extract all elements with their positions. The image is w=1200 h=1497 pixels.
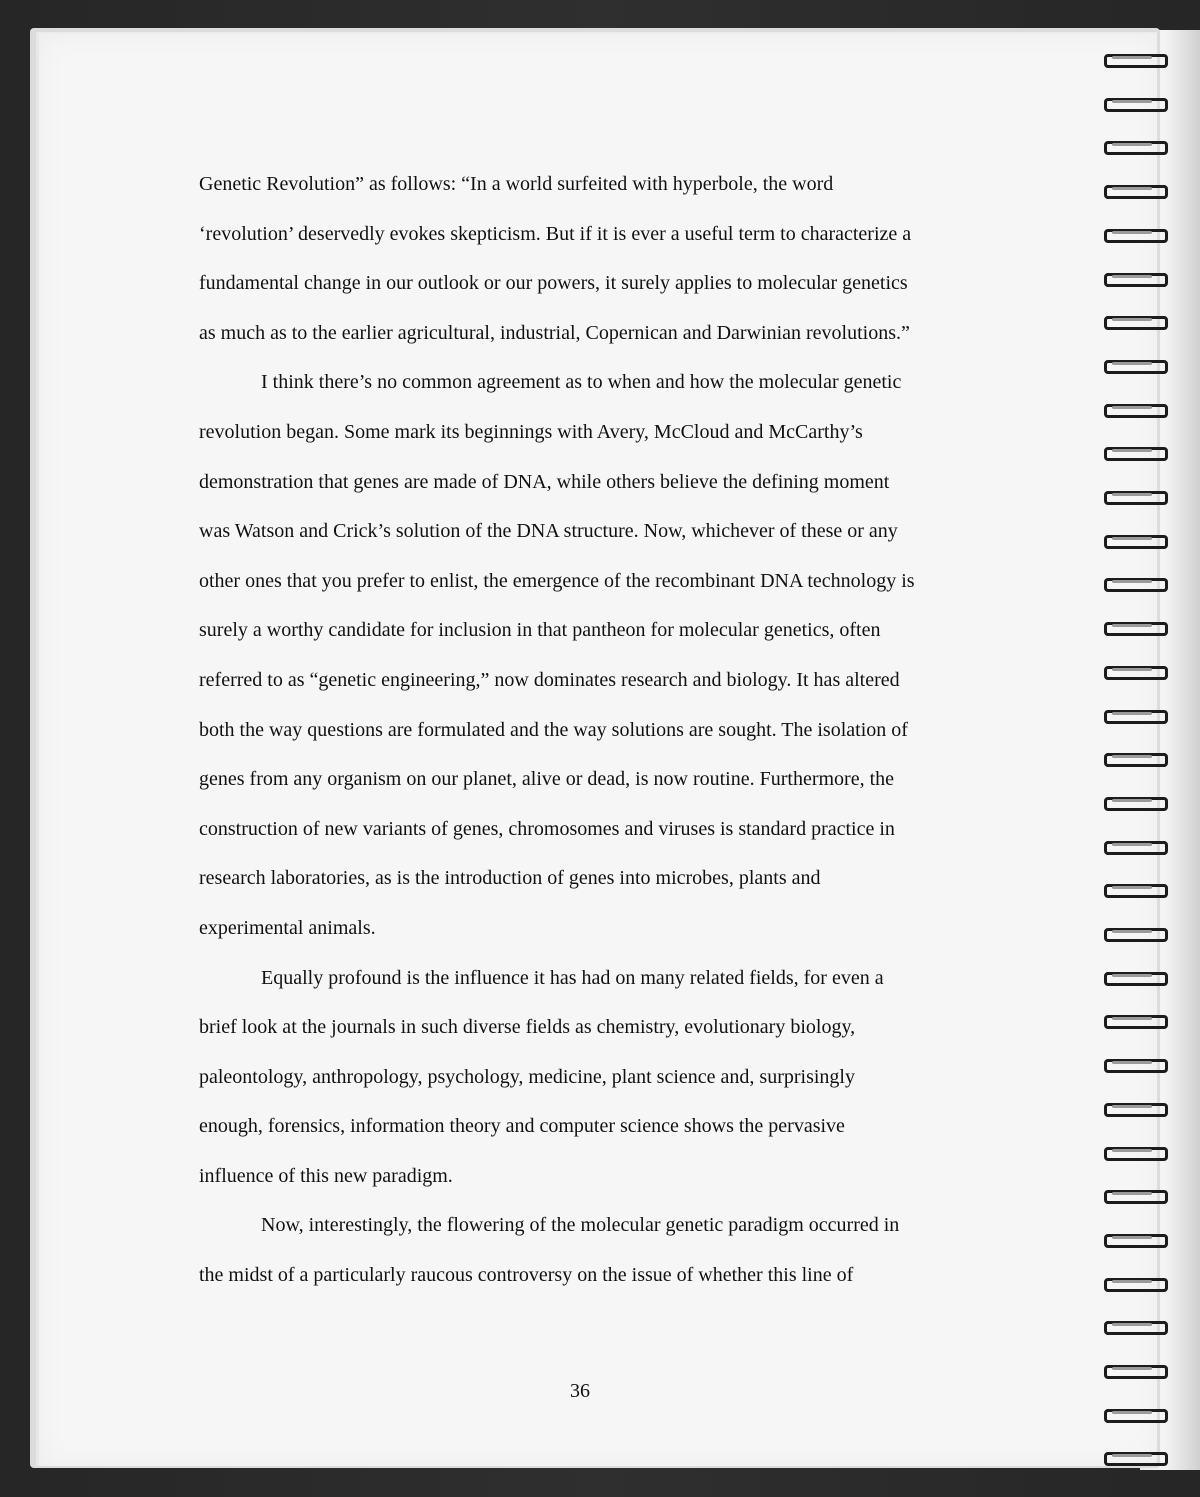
coil-highlight	[1112, 143, 1152, 146]
binding-coil	[1104, 664, 1170, 684]
text-line: demonstration that genes are made of DNA, while others believe the defining moment	[199, 470, 890, 493]
text-line: was Watson and Crick’s solution of the DNA structure. Now, whichever of these or any	[199, 520, 898, 543]
text-line: surely a worthy candidate for inclusion in that pantheon for molecular genetics, often	[199, 619, 881, 642]
body-text	[199, 160, 999, 1301]
coil-highlight	[1112, 56, 1152, 59]
text-line: the midst of a particularly raucous controversy on the issue of whether this line of	[199, 1264, 854, 1287]
coil-highlight	[1112, 1149, 1152, 1152]
binding-coil	[1104, 970, 1170, 990]
text-line: experimental animals.	[199, 916, 376, 939]
coil-highlight	[1112, 318, 1152, 321]
text-line: referred to as “genetic engineering,” now dominates research and biology. It has altered	[199, 668, 900, 691]
binding-coil	[1104, 1363, 1170, 1383]
binding-coil	[1104, 402, 1170, 422]
coil-highlight	[1112, 406, 1152, 409]
coil-highlight	[1112, 275, 1152, 278]
coil-highlight	[1112, 799, 1152, 802]
binding-coil	[1104, 926, 1170, 946]
binding-coil	[1104, 445, 1170, 465]
binding-coil	[1104, 1145, 1170, 1165]
coil-highlight	[1112, 493, 1152, 496]
text-line: revolution began. Some mark its beginnings with Avery, McCloud and McCarthy’s	[199, 420, 863, 443]
coil-highlight	[1112, 1367, 1152, 1370]
text-line: enough, forensics, information theory and computer science shows the pervasive	[199, 1115, 845, 1138]
coil-highlight	[1112, 930, 1152, 933]
binding-coil	[1104, 1407, 1170, 1427]
coil-highlight	[1112, 1323, 1152, 1326]
coil-highlight	[1112, 580, 1152, 583]
binding-coil	[1104, 1101, 1170, 1121]
coil-highlight	[1112, 1454, 1152, 1457]
binding-coil	[1104, 183, 1170, 203]
page-number: 36	[570, 1380, 590, 1402]
coil-highlight	[1112, 843, 1152, 846]
binding-coil	[1104, 1319, 1170, 1339]
text-line: Now, interestingly, the flowering of the molecular genetic paradigm occurred in	[261, 1214, 900, 1237]
binding-coil	[1104, 96, 1170, 116]
coil-highlight	[1112, 231, 1152, 234]
binding-coil	[1104, 839, 1170, 859]
binding-coil	[1104, 52, 1170, 72]
binding-coil	[1104, 1232, 1170, 1252]
binding-coil	[1104, 1013, 1170, 1033]
coil-highlight	[1112, 449, 1152, 452]
text-line: I think there’s no common agreement as to when and how the molecular genetic	[261, 371, 902, 394]
coil-highlight	[1112, 1061, 1152, 1064]
binding-coil	[1104, 620, 1170, 640]
binding-coil	[1104, 1057, 1170, 1077]
text-line: research laboratories, as is the introduction of genes into microbes, plants and	[199, 867, 821, 890]
binding-coil	[1104, 139, 1170, 159]
text-line: fundamental change in our outlook or our powers, it surely applies to molecular genetics	[199, 272, 908, 295]
coil-highlight	[1112, 1411, 1152, 1414]
text-line: paleontology, anthropology, psychology, medicine, plant science and, surprisingly	[199, 1065, 855, 1088]
coil-highlight	[1112, 1105, 1152, 1108]
text-line: both the way questions are formulated and the way solutions are sought. The isolation of	[199, 718, 908, 741]
text-line: as much as to the earlier agricultural, industrial, Copernican and Darwinian revolutions.”	[199, 321, 910, 344]
coil-highlight	[1112, 974, 1152, 977]
binding-coil	[1104, 1450, 1170, 1470]
coil-highlight	[1112, 187, 1152, 190]
binding-coil	[1104, 1276, 1170, 1296]
coil-highlight	[1112, 668, 1152, 671]
coil-highlight	[1112, 886, 1152, 889]
text-line: genes from any organism on our planet, alive or dead, is now routine. Furthermore, the	[199, 768, 895, 791]
binding-coil	[1104, 1188, 1170, 1208]
coil-highlight	[1112, 755, 1152, 758]
text-line: brief look at the journals in such diverse fields as chemistry, evolutionary biology,	[199, 1016, 856, 1039]
text-line: Genetic Revolution” as follows: “In a world surfeited with hyperbole, the word	[199, 173, 834, 195]
binding-coil	[1104, 751, 1170, 771]
binding-coil	[1104, 489, 1170, 509]
coil-highlight	[1112, 100, 1152, 103]
binding-coil	[1104, 533, 1170, 553]
coil-highlight	[1112, 712, 1152, 715]
coil-highlight	[1112, 624, 1152, 627]
coil-highlight	[1112, 362, 1152, 365]
binding-coil	[1104, 882, 1170, 902]
coil-highlight	[1112, 1017, 1152, 1020]
binding-coil	[1104, 314, 1170, 334]
coil-highlight	[1112, 1236, 1152, 1239]
text-line: construction of new variants of genes, chromosomes and viruses is standard practice in	[199, 817, 895, 840]
binding-coil	[1104, 576, 1170, 596]
spiral-binding	[1096, 40, 1186, 1480]
binding-coil	[1104, 708, 1170, 728]
text-line: Equally profound is the influence it has had on many related fields, for even a	[261, 966, 884, 989]
text-line: influence of this new paradigm.	[199, 1164, 453, 1187]
text-line: other ones that you prefer to enlist, the emergence of the recombinant DNA technology is	[199, 569, 915, 592]
text-line: ‘revolution’ deservedly evokes skepticism. But if it is ever a useful term to characterize a	[199, 222, 912, 245]
coil-highlight	[1112, 537, 1152, 540]
binding-coil	[1104, 358, 1170, 378]
binding-coil	[1104, 271, 1170, 291]
binding-coil	[1104, 795, 1170, 815]
binding-coil	[1104, 227, 1170, 247]
coil-highlight	[1112, 1192, 1152, 1195]
coil-highlight	[1112, 1280, 1152, 1283]
